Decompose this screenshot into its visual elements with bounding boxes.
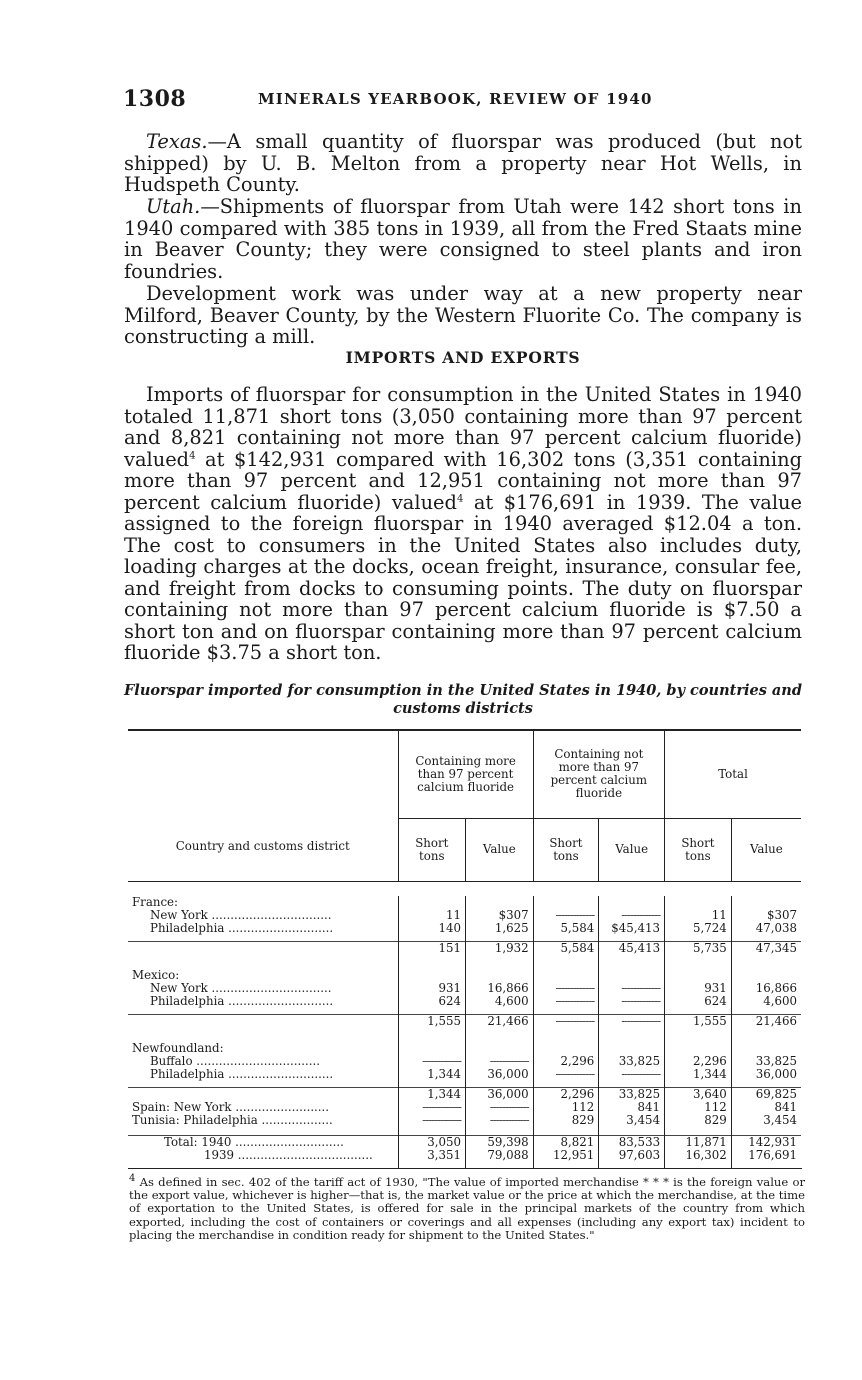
cell-value: 79,088 [466,1149,534,1162]
texas-text: —A small quantity of fluorspar was produced (but not shipped) by U. B. Melton from a property near Hot Wells, in Hudspeth County. [124,130,802,196]
row-label [128,942,398,956]
header-value: Value [466,818,534,881]
cell-short-tons: ------------- [398,1101,465,1114]
cell-value: 3,454 [599,1114,665,1127]
cell-short-tons: 1,555 [398,1015,465,1029]
cell-value: 841 [731,1101,801,1114]
cell-value: 45,413 [599,942,665,956]
cell-value: $307 [731,909,801,922]
cell-value: 36,000 [466,1068,534,1081]
table-row [128,1068,801,1081]
cell-value: 176,691 [731,1149,801,1162]
row-label: Spain: New York ......................... [132,1101,330,1114]
utah-label: Utah. [146,195,201,218]
footnote [129,1173,806,1242]
row-label [128,1088,398,1102]
cell-value: 36,000 [731,1068,801,1081]
caption-line-2: customs districts [393,700,533,717]
cell-value: 36,000 [466,1088,534,1102]
cell-short-tons: 8,821 [533,1136,599,1150]
cell-short-tons: 5,735 [665,942,732,956]
cell-short-tons: ------------- [398,1114,465,1127]
table-row [128,1101,801,1114]
row-label: Philadelphia ............................ [150,922,334,935]
cell-short-tons: ------------- [533,982,599,995]
row-label: Philadelphia ............................ [150,995,334,1008]
imports-text-1: Imports of fluorspar for consumption in the United States in 1940 totaled 11,871 short tons (3,050 containing more than 97 percent and 8,821 containing not more than 97 percent calcium fluoride) valued [124,383,802,471]
cell-value: 1,932 [466,942,534,956]
header-country: Country and customs district [128,730,398,882]
cell-value: 97,603 [599,1149,665,1162]
table-row [128,922,801,935]
row-label: 1939 .................................... [204,1149,373,1162]
header-group-1: Containing more than 97 percent calcium fluoride [398,730,533,818]
row-label: Philadelphia ............................ [150,1068,334,1081]
imports-text-3: at $176,691 in 1939. The value assigned to the foreign fluorspar in 1940 averaged $12.04 a ton. The cost to consumers in the United States also includes duty, loading charges at the docks, ocean freight, insurance, consular fee, and freight from docks to consuming points. The duty on fluorspar containing not more than 97 percent calcium fluoride is $7.50 a short ton and on fluorspar containing more than 97 percent calcium fluoride $3.75 a short ton. [124,490,803,664]
cell-value: ------------- [466,1055,534,1068]
cell-value: 47,345 [731,942,801,956]
cell-value: 142,931 [731,1136,801,1150]
cell-value: $45,413 [599,922,665,935]
cell-value: 4,600 [731,995,801,1008]
row-label: Buffalo ................................. [150,1055,321,1068]
table-row [128,896,801,909]
header-group-3: Total [665,730,801,818]
page-number: 1308 [123,86,187,112]
cell-short-tons: 3,050 [398,1136,465,1150]
cell-short-tons: 5,584 [533,942,599,956]
cell-value: 3,454 [731,1114,801,1127]
cell-value: 4,600 [466,995,534,1008]
footnote-marker: 4 [129,1173,136,1185]
footnote-ref: 4 [189,450,196,462]
cell-short-tons: 931 [398,982,465,995]
table-row [128,1136,801,1150]
footnote-rule [128,1168,802,1169]
table-row [128,995,801,1008]
cell-value: ------------- [599,982,665,995]
caption-line-1: Fluorspar imported for consumption in the United States in 1940, by countries and [124,682,802,699]
table-row [128,1149,801,1162]
cell-short-tons: 12,951 [533,1149,599,1162]
cell-value: ------------- [599,995,665,1008]
cell-short-tons: 829 [665,1114,732,1127]
cell-value: 1,625 [466,922,534,935]
cell-value: 33,825 [599,1088,665,1102]
cell-value: 47,038 [731,922,801,935]
cell-short-tons: 829 [533,1114,599,1127]
table-caption [124,682,802,718]
row-label: Tunisia: Philadelphia ................... [132,1114,333,1127]
header-value: Value [599,818,665,881]
spacer [128,882,801,897]
cell-value: 59,398 [466,1136,534,1150]
cell-short-tons: 11 [398,909,465,922]
cell-short-tons: 112 [665,1101,732,1114]
cell-short-tons: 151 [398,942,465,956]
cell-short-tons: 2,296 [533,1055,599,1068]
row-label: Total: 1940 ............................. [128,1136,398,1150]
header-short-tons: Short tons [533,818,599,881]
cell-value: $307 [466,909,534,922]
cell-value: 33,825 [599,1055,665,1068]
cell-short-tons: 2,296 [665,1055,732,1068]
header-short-tons: Short tons [398,818,465,881]
cell-value: 83,533 [599,1136,665,1150]
cell-short-tons: ------------- [398,1055,465,1068]
texas-paragraph [124,131,802,196]
cell-short-tons: 1,555 [665,1015,732,1029]
cell-short-tons: ------------- [533,909,599,922]
table-row [128,1015,801,1029]
table-row [128,1114,801,1127]
footnote-text: As defined in sec. 402 of the tariff act of 1930, "The value of imported merchandise * * * is the foreign value or the export value, whichever is higher—that is, the market value or the price at which the merchandise, at the time of exportation to the United States, is offered for sale in the principal markets of the country from which exported, including the cost of containers or coverings and all expenses (including any export tax) incident to placing the merchandise in condition ready for shipment to the United States." [129,1175,806,1242]
cell-short-tons: 1,344 [665,1068,732,1081]
cell-short-tons: 624 [398,995,465,1008]
footnote-ref: 4 [456,493,464,505]
section-heading: IMPORTS AND EXPORTS [345,348,581,367]
cell-short-tons: ------------- [533,995,599,1008]
cell-short-tons: 624 [665,995,732,1008]
cell-short-tons: 11 [665,909,732,922]
cell-short-tons: 5,724 [665,922,732,935]
cell-value: ------------- [466,1101,534,1114]
running-title: MINERALS YEARBOOK, REVIEW OF 1940 [258,90,653,108]
table-row [128,1088,801,1102]
cell-short-tons: 1,344 [398,1068,465,1081]
imports-table [128,729,801,1168]
country-label: Newfoundland: [132,1041,224,1055]
cell-value: 16,866 [466,982,534,995]
texas-label: Texas. [146,130,208,153]
country-label: Mexico: [132,968,180,982]
cell-value: 16,866 [731,982,801,995]
cell-value: 69,825 [731,1088,801,1102]
cell-value: ------------- [599,1068,665,1081]
header-group-2: Containing not more than 97 percent calcium fluoride [533,730,664,818]
cell-value: ------------- [599,1015,665,1029]
cell-short-tons: 16,302 [665,1149,732,1162]
cell-value: ------------- [599,909,665,922]
cell-short-tons: 112 [533,1101,599,1114]
table-row [128,969,801,982]
header-short-tons: Short tons [665,818,732,881]
cell-short-tons: 3,640 [665,1088,732,1102]
imports-text-2: at $142,931 compared with 16,302 tons (3,351 containing more than 97 percent and 12,951 containing not more than 97 percent calcium fluoride) valued [124,447,803,514]
cell-short-tons: 931 [665,982,732,995]
cell-value: ------------- [466,1114,534,1127]
utah-text: —Shipments of fluorspar from Utah were 142 short tons in 1940 compared with 385 tons in 1939, all from the Fred Staats mine in Beaver County; they were consigned to steel plants and iron foundries. [124,195,802,283]
imports-paragraph [124,384,802,664]
cell-short-tons: 3,351 [398,1149,465,1162]
row-label: New York ................................ [150,982,332,995]
table-row [128,982,801,995]
row-label [128,1015,398,1029]
country-label: France: [132,895,179,909]
header-value: Value [731,818,801,881]
cell-value: 21,466 [466,1015,534,1029]
cell-value: 21,466 [731,1015,801,1029]
cell-short-tons: ------------- [533,1015,599,1029]
cell-value: 33,825 [731,1055,801,1068]
development-paragraph: Development work was under way at a new property near Milford, Beaver County, by the Western Fluorite Co. The company is constructing a mill. [124,282,802,348]
cell-short-tons: 5,584 [533,922,599,935]
cell-short-tons: 140 [398,922,465,935]
cell-short-tons: 2,296 [533,1088,599,1102]
cell-value: 841 [599,1101,665,1114]
cell-short-tons: 11,871 [665,1136,732,1150]
utah-paragraph [124,196,802,282]
cell-short-tons: ------------- [533,1068,599,1081]
table-row [128,942,801,956]
page-header [123,86,803,116]
row-label: New York ................................ [150,909,332,922]
cell-short-tons: 1,344 [398,1088,465,1102]
